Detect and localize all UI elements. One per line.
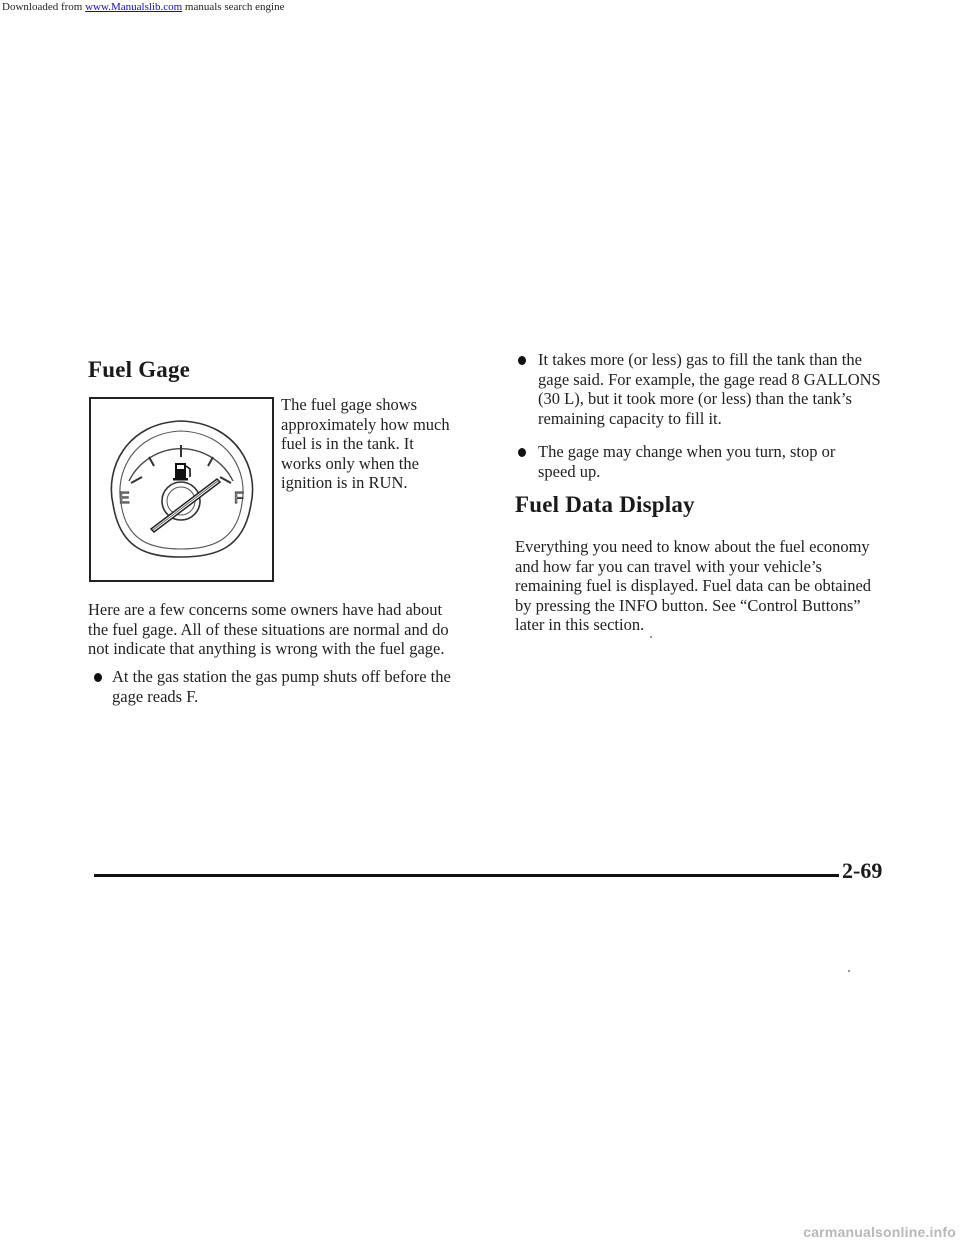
bullet-dot [93,672,105,684]
manualslib-link[interactable]: www.Manualslib.com [85,1,183,13]
fuel-data-display-heading: Fuel Data Display [515,492,695,517]
gauge-description-line: works only when the [281,453,419,473]
fuel-data-line: Everything you need to know about the fuel economy [515,537,870,556]
gauge-description-line: ignition is in RUN. [281,473,408,492]
download-suffix: manuals search engine [182,1,285,13]
download-prefix: Downloaded from [2,1,86,13]
fuel-data-line: and how far you can travel with your vehicle’s [515,556,822,576]
gauge-description-line: fuel is in the tank. It [281,434,414,453]
gauge-description [281,395,481,493]
fuel-data-line: later in this section. [515,615,645,634]
fuel-gauge-illustration [91,399,272,580]
concerns-intro-line: not indicate that anything is wrong with the fuel gage. [88,639,445,658]
concerns-intro-line: the fuel gage. All of these situations are normal and do [88,619,449,639]
fuel-data-line: remaining fuel is displayed. Fuel data can be obtained [515,576,872,595]
bullet-line: At the gas station the gas pump shuts off before the [112,667,451,686]
bullet-gas-pump-shutoff [112,667,492,706]
scan-speck [848,970,850,972]
fuel-gage-heading: Fuel Gage [88,357,191,382]
gauge-label-empty: E [119,490,130,507]
bullet-line: It takes more (or less) gas to fill the tank than the [538,350,862,369]
bullet-gage-changes [538,442,938,481]
page-number: 2-69 [842,858,883,883]
footer-rule [94,874,839,877]
concerns-intro-line: Here are a few concerns some owners have had about [88,600,443,619]
fuel-gauge-figure [89,397,274,582]
bullet-line: The gage may change when you turn, stop or [538,442,836,461]
bullet-line: remaining capacity to fill it. [538,408,722,428]
site-watermark: carmanualsonline.info [803,1224,956,1240]
bullet-line: speed up. [538,461,601,481]
bullet-fill-amount [538,350,938,428]
gauge-description-line: The fuel gage shows [281,395,418,414]
concerns-intro-paragraph [88,600,488,659]
bullet-line: gage reads F. [112,686,199,706]
gauge-description-line: approximately how much [281,414,450,434]
bullet-dot [517,447,529,459]
gauge-label-full: F [234,490,244,507]
fuel-data-paragraph [515,537,935,635]
scan-speck [650,636,652,638]
bullet-dot [517,355,529,367]
bullet-line: (30 L), but it took more (or less) than the tank’s [538,389,852,408]
bullet-line: gage said. For example, the gage read 8 GALLONS [538,369,881,389]
fuel-data-line: by pressing the INFO button. See “Control Buttons” [515,595,861,615]
download-source-bar [0,0,960,14]
fuel-pump-icon [173,463,190,481]
